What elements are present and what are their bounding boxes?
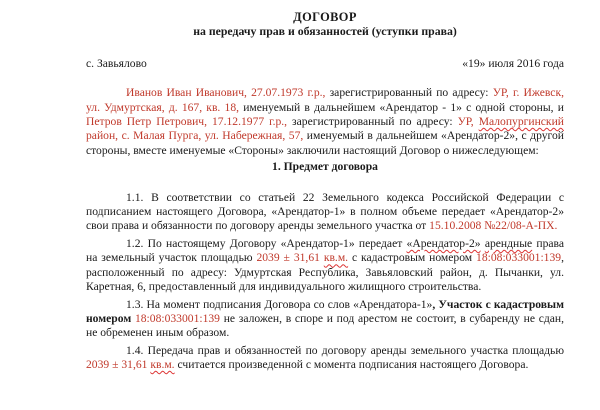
clause-1-1 [86, 191, 564, 234]
party2-name: Петров Петр Петрович, 17.12.1977 г.р., [86, 115, 288, 129]
clause-text: 1.3. На момент подписания Договора со слов «Арендатора-1» [126, 297, 433, 311]
land-area: 2039 ± 31,61 [256, 251, 324, 265]
lease-reference: 15.10.2008 №22/08-А-ПХ. [429, 219, 558, 233]
preamble-text: именуемый в дальнейшем «Арендатор - 1» с одной стороны, и [239, 100, 564, 114]
party2-address-rest: район, с. Малая Пурга, ул. Набережная, 57, [86, 129, 304, 143]
clause-text: 1.4. Передача прав и обязанностей по договору аренды земельного участка площадью [126, 343, 564, 357]
preamble-text: именуемый в дальнейшем «Арендатор-2», с другой стороны, вместе именуемые «Стороны» заключили настоящий Договор о нижеследующем: [86, 129, 564, 157]
clause-text: с кадастровым номером [348, 251, 477, 265]
document-title: ДОГОВОР [293, 10, 357, 24]
cadastral-number: 18:08:033001:139 [134, 311, 220, 325]
land-area: 2039 ± 31,61 [86, 358, 151, 372]
clause-text: не заложен, в споре и под арестом не состоит, в субаренду не сдан, не обременен иным образом. [86, 311, 564, 340]
spell-marked-term: «Арендатор-2» [406, 236, 481, 250]
section-heading: 1. Предмет договора [272, 160, 378, 174]
clause-1-4 [86, 344, 564, 373]
clause-text: права на земельный участок площадью [86, 236, 565, 265]
contract-date: «19» июля 2016 года [462, 56, 564, 70]
party1-address: УР, г. Ижевск, ул. Удмуртская, д. 167, кв. 18, [86, 86, 564, 114]
clause-1-3 [86, 298, 564, 341]
clause-text: , расположенный по адресу: Удмуртская Республика, Завьяловский район, д. Пычанки, ул. Каретная, 6, предоставленный для индивидуального жилищного строительства. [86, 251, 564, 294]
spell-marked-term: арендные [484, 236, 533, 250]
party1-name: Иванов Иван Иванович, 27.07.1973 г.р., [126, 86, 326, 100]
cadastral-number: 18:08:033001:139 [476, 251, 562, 265]
clause-text: 1.2. По настоящему Договору «Арендатор-1» передает [126, 236, 407, 250]
clause-text: , Участок с кадастровым номером [86, 297, 564, 325]
area-unit: кв.м. [323, 251, 349, 265]
clause-text: 1.1. В соответствии со статьей 22 Земельного кодекса Российской Федерации с подписанием настоящего Договора, «Арендатор-1» в полном объеме передает «Арендатор-2» свои права и обязанности по договору аренды земельного участка от [86, 190, 564, 233]
preamble-paragraph [86, 86, 564, 158]
party2-address-part: УР, [457, 115, 479, 129]
document-subtitle: на передачу прав и обязанностей (уступки права) [193, 24, 457, 39]
area-unit: кв.м. [150, 358, 175, 372]
contract-place: с. Завьялово [86, 56, 147, 70]
preamble-text: зарегистрированный по адресу: [287, 115, 458, 129]
clause-1-2 [86, 237, 564, 295]
party2-address-district: Малопургинский [478, 115, 564, 129]
clause-text: считается произведенной с момента подписания настоящего Договора. [174, 358, 529, 372]
place-date-line [86, 57, 564, 71]
preamble-text: зарегистрированный по адресу: [325, 86, 493, 100]
